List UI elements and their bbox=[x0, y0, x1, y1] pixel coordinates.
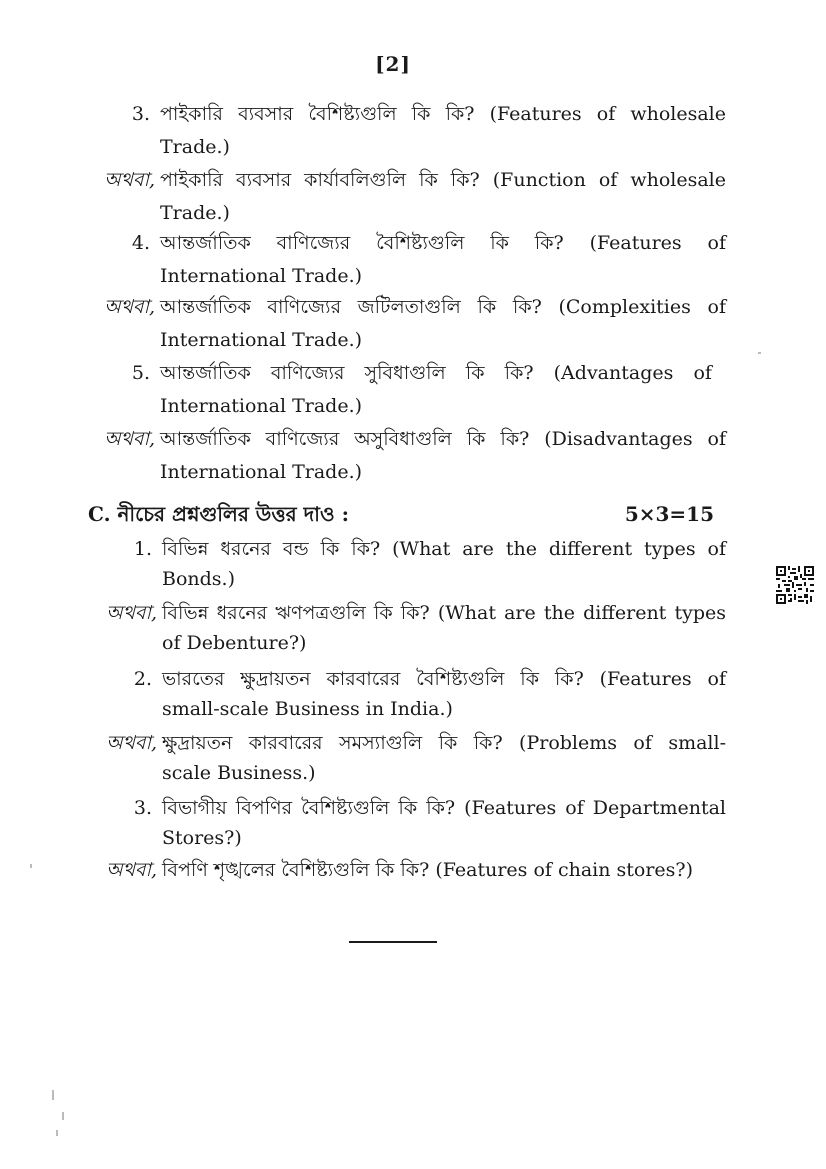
question-label: 4. bbox=[131, 232, 150, 254]
question-text-cont: Trade.) bbox=[160, 136, 230, 158]
question-text-cont: of Debenture?) bbox=[162, 632, 307, 654]
or-label: অথবা, bbox=[104, 169, 155, 191]
question-text-cont: Stores?) bbox=[162, 827, 242, 849]
or-label: অথবা, bbox=[106, 859, 157, 881]
scan-speck bbox=[758, 352, 761, 354]
or-label: অথবা, bbox=[106, 602, 157, 624]
or-label: অথবা, bbox=[104, 428, 155, 450]
question-text-cont: scale Business.) bbox=[162, 762, 316, 784]
question-text-cont: Trade.) bbox=[160, 202, 230, 224]
question-text: আন্তর্জাতিক বাণিজ্যের জটিলতাগুলি কি কি? (Complexities of bbox=[160, 296, 726, 318]
scan-speck bbox=[56, 1130, 58, 1136]
question-label: 2. bbox=[133, 668, 152, 690]
page-number: [2] bbox=[375, 52, 411, 76]
question-text: বিপণি শৃঙ্খলের বৈশিষ্ট্যগুলি কি কি? (Features of chain stores?) bbox=[162, 859, 694, 881]
question-text: আন্তর্জাতিক বাণিজ্যের সুবিধাগুলি কি কি? (Advantages of bbox=[160, 362, 712, 384]
question-text-cont: International Trade.) bbox=[160, 265, 363, 287]
question-text: আন্তর্জাতিক বাণিজ্যের অসুবিধাগুলি কি কি? (Disadvantages of bbox=[160, 428, 726, 450]
qr-code-icon bbox=[776, 566, 814, 604]
question-text: পাইকারি ব্যবসার বৈশিষ্ট্যগুলি কি কি? (Features of wholesale bbox=[160, 103, 726, 125]
section-marks: 5×3=15 bbox=[624, 502, 714, 526]
or-label: অথবা, bbox=[104, 296, 155, 318]
question-text: বিভিন্ন ধরনের বন্ড কি কি? (What are the different types of bbox=[162, 538, 726, 560]
scan-speck bbox=[52, 1090, 54, 1100]
question-text: বিভিন্ন ধরনের ঋণপত্রগুলি কি কি? (What are the different types bbox=[162, 602, 726, 624]
section-title: C. নীচের প্রশ্নগুলির উত্তর দাও : bbox=[88, 502, 350, 526]
question-label: 3. bbox=[131, 103, 150, 125]
question-text-cont: International Trade.) bbox=[160, 395, 363, 417]
question-label: 5. bbox=[131, 362, 150, 384]
question-text: বিভাগীয় বিপণির বৈশিষ্ট্যগুলি কি কি? (Features of Departmental bbox=[162, 797, 726, 819]
section-c-heading bbox=[88, 498, 728, 531]
question-text: পাইকারি ব্যবসার কার্যাবলিগুলি কি কি? (Function of wholesale bbox=[160, 169, 726, 191]
question-text: আন্তর্জাতিক বাণিজ্যের বৈশিষ্ট্যগুলি কি কি? (Features of bbox=[160, 232, 726, 254]
question-text: ভারতের ক্ষুদ্রায়তন কারবারের বৈশিষ্ট্যগুলি কি কি? (Features of bbox=[162, 668, 726, 690]
question-label: 3. bbox=[133, 797, 152, 819]
scan-speck bbox=[62, 1112, 64, 1120]
or-label: অথবা, bbox=[106, 732, 157, 754]
question-label: 1. bbox=[133, 538, 152, 560]
question-text-cont: Bonds.) bbox=[162, 568, 236, 590]
question-text: ক্ষুদ্রায়তন কারবারের সমস্যাগুলি কি কি? (Problems of small- bbox=[162, 732, 726, 754]
scan-speck bbox=[30, 864, 32, 868]
question-text-cont: small-scale Business in India.) bbox=[162, 698, 453, 720]
question-text-cont: International Trade.) bbox=[160, 329, 363, 351]
question-text-cont: International Trade.) bbox=[160, 461, 363, 483]
end-rule-divider bbox=[349, 941, 437, 943]
